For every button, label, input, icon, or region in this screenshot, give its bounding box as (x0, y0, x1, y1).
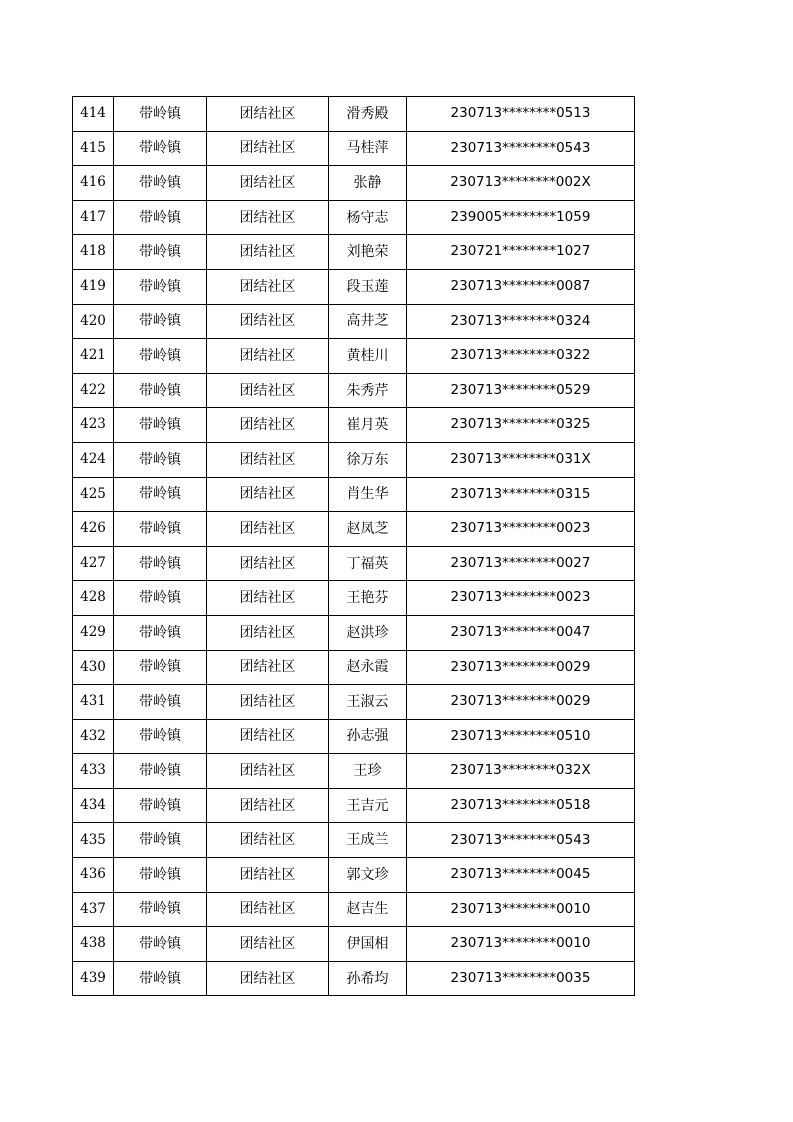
community-cell: 团结社区 (207, 512, 329, 547)
row-number-cell: 429 (73, 615, 114, 650)
id-number-cell: 230713********002X (407, 166, 635, 201)
town-cell: 带岭镇 (114, 754, 207, 789)
person-name-cell: 徐万东 (329, 442, 407, 477)
community-cell: 团结社区 (207, 442, 329, 477)
community-cell: 团结社区 (207, 166, 329, 201)
town-cell: 带岭镇 (114, 373, 207, 408)
table-row (73, 581, 635, 616)
row-number-cell: 423 (73, 408, 114, 443)
town-cell: 带岭镇 (114, 546, 207, 581)
table-row (73, 823, 635, 858)
town-cell: 带岭镇 (114, 927, 207, 962)
person-name-cell: 肖生华 (329, 477, 407, 512)
table-row (73, 685, 635, 720)
person-name-cell: 赵凤芝 (329, 512, 407, 547)
person-name-cell: 赵吉生 (329, 892, 407, 927)
community-cell: 团结社区 (207, 823, 329, 858)
person-name-cell: 王珍 (329, 754, 407, 789)
id-number-cell: 230713********0027 (407, 546, 635, 581)
table-row (73, 650, 635, 685)
community-cell: 团结社区 (207, 269, 329, 304)
id-number-cell: 230713********0513 (407, 97, 635, 132)
town-cell: 带岭镇 (114, 304, 207, 339)
row-number-cell: 414 (73, 97, 114, 132)
community-cell: 团结社区 (207, 373, 329, 408)
id-number-cell: 230713********0029 (407, 650, 635, 685)
community-cell: 团结社区 (207, 581, 329, 616)
town-cell: 带岭镇 (114, 788, 207, 823)
table-row (73, 615, 635, 650)
row-number-cell: 432 (73, 719, 114, 754)
town-cell: 带岭镇 (114, 719, 207, 754)
community-cell: 团结社区 (207, 131, 329, 166)
person-name-cell: 王淑云 (329, 685, 407, 720)
row-number-cell: 424 (73, 442, 114, 477)
row-number-cell: 435 (73, 823, 114, 858)
community-cell: 团结社区 (207, 546, 329, 581)
row-number-cell: 421 (73, 339, 114, 374)
table-row (73, 788, 635, 823)
id-number-cell: 230713********0543 (407, 131, 635, 166)
row-number-cell: 438 (73, 927, 114, 962)
community-cell: 团结社区 (207, 304, 329, 339)
person-name-cell: 王吉元 (329, 788, 407, 823)
id-number-cell: 239005********1059 (407, 200, 635, 235)
table-row (73, 546, 635, 581)
table-row (73, 166, 635, 201)
row-number-cell: 422 (73, 373, 114, 408)
roster-table (72, 96, 635, 996)
id-number-cell: 230713********0322 (407, 339, 635, 374)
community-cell: 团结社区 (207, 927, 329, 962)
row-number-cell: 417 (73, 200, 114, 235)
row-number-cell: 419 (73, 269, 114, 304)
row-number-cell: 437 (73, 892, 114, 927)
table-row (73, 858, 635, 893)
town-cell: 带岭镇 (114, 858, 207, 893)
town-cell: 带岭镇 (114, 235, 207, 270)
id-number-cell: 230713********0029 (407, 685, 635, 720)
row-number-cell: 428 (73, 581, 114, 616)
community-cell: 团结社区 (207, 685, 329, 720)
table-row (73, 235, 635, 270)
town-cell: 带岭镇 (114, 650, 207, 685)
community-cell: 团结社区 (207, 788, 329, 823)
id-number-cell: 230713********0023 (407, 512, 635, 547)
community-cell: 团结社区 (207, 892, 329, 927)
person-name-cell: 赵永霞 (329, 650, 407, 685)
table-row (73, 339, 635, 374)
id-number-cell: 230713********0529 (407, 373, 635, 408)
table-row (73, 131, 635, 166)
town-cell: 带岭镇 (114, 131, 207, 166)
community-cell: 团结社区 (207, 97, 329, 132)
table-row (73, 719, 635, 754)
table-row (73, 477, 635, 512)
person-name-cell: 张静 (329, 166, 407, 201)
table-row (73, 269, 635, 304)
id-number-cell: 230713********0518 (407, 788, 635, 823)
town-cell: 带岭镇 (114, 512, 207, 547)
table-row (73, 512, 635, 547)
row-number-cell: 426 (73, 512, 114, 547)
community-cell: 团结社区 (207, 650, 329, 685)
person-name-cell: 王成兰 (329, 823, 407, 858)
person-name-cell: 杨守志 (329, 200, 407, 235)
person-name-cell: 郭文珍 (329, 858, 407, 893)
table-row (73, 961, 635, 996)
town-cell: 带岭镇 (114, 892, 207, 927)
town-cell: 带岭镇 (114, 442, 207, 477)
town-cell: 带岭镇 (114, 581, 207, 616)
person-name-cell: 伊国相 (329, 927, 407, 962)
id-number-cell: 230713********0325 (407, 408, 635, 443)
person-name-cell: 崔月英 (329, 408, 407, 443)
person-name-cell: 孙志强 (329, 719, 407, 754)
id-number-cell: 230713********0023 (407, 581, 635, 616)
id-number-cell: 230713********031X (407, 442, 635, 477)
id-number-cell: 230713********0315 (407, 477, 635, 512)
table-row (73, 200, 635, 235)
town-cell: 带岭镇 (114, 408, 207, 443)
row-number-cell: 436 (73, 858, 114, 893)
row-number-cell: 415 (73, 131, 114, 166)
community-cell: 团结社区 (207, 339, 329, 374)
person-name-cell: 滑秀殿 (329, 97, 407, 132)
table-row (73, 373, 635, 408)
row-number-cell: 416 (73, 166, 114, 201)
community-cell: 团结社区 (207, 719, 329, 754)
person-name-cell: 马桂萍 (329, 131, 407, 166)
person-name-cell: 刘艳荣 (329, 235, 407, 270)
id-number-cell: 230713********0087 (407, 269, 635, 304)
id-number-cell: 230713********032X (407, 754, 635, 789)
id-number-cell: 230713********0047 (407, 615, 635, 650)
roster-table-body (73, 97, 635, 996)
id-number-cell: 230713********0543 (407, 823, 635, 858)
person-name-cell: 朱秀芹 (329, 373, 407, 408)
person-name-cell: 段玉莲 (329, 269, 407, 304)
person-name-cell: 赵洪珍 (329, 615, 407, 650)
id-number-cell: 230713********0045 (407, 858, 635, 893)
row-number-cell: 420 (73, 304, 114, 339)
community-cell: 团结社区 (207, 754, 329, 789)
community-cell: 团结社区 (207, 408, 329, 443)
row-number-cell: 418 (73, 235, 114, 270)
table-row (73, 927, 635, 962)
community-cell: 团结社区 (207, 858, 329, 893)
id-number-cell: 230713********0324 (407, 304, 635, 339)
community-cell: 团结社区 (207, 235, 329, 270)
table-row (73, 754, 635, 789)
town-cell: 带岭镇 (114, 823, 207, 858)
town-cell: 带岭镇 (114, 269, 207, 304)
person-name-cell: 丁福英 (329, 546, 407, 581)
community-cell: 团结社区 (207, 961, 329, 996)
id-number-cell: 230713********0035 (407, 961, 635, 996)
row-number-cell: 431 (73, 685, 114, 720)
community-cell: 团结社区 (207, 200, 329, 235)
town-cell: 带岭镇 (114, 477, 207, 512)
town-cell: 带岭镇 (114, 615, 207, 650)
row-number-cell: 434 (73, 788, 114, 823)
id-number-cell: 230713********0010 (407, 892, 635, 927)
row-number-cell: 439 (73, 961, 114, 996)
table-row (73, 408, 635, 443)
row-number-cell: 427 (73, 546, 114, 581)
id-number-cell: 230721********1027 (407, 235, 635, 270)
row-number-cell: 425 (73, 477, 114, 512)
table-row (73, 892, 635, 927)
row-number-cell: 430 (73, 650, 114, 685)
town-cell: 带岭镇 (114, 97, 207, 132)
id-number-cell: 230713********0010 (407, 927, 635, 962)
row-number-cell: 433 (73, 754, 114, 789)
person-name-cell: 孙希均 (329, 961, 407, 996)
town-cell: 带岭镇 (114, 166, 207, 201)
table-row (73, 442, 635, 477)
town-cell: 带岭镇 (114, 685, 207, 720)
town-cell: 带岭镇 (114, 200, 207, 235)
person-name-cell: 高井芝 (329, 304, 407, 339)
community-cell: 团结社区 (207, 477, 329, 512)
table-row (73, 304, 635, 339)
person-name-cell: 黄桂川 (329, 339, 407, 374)
table-row (73, 97, 635, 132)
community-cell: 团结社区 (207, 615, 329, 650)
person-name-cell: 王艳芬 (329, 581, 407, 616)
id-number-cell: 230713********0510 (407, 719, 635, 754)
town-cell: 带岭镇 (114, 339, 207, 374)
town-cell: 带岭镇 (114, 961, 207, 996)
